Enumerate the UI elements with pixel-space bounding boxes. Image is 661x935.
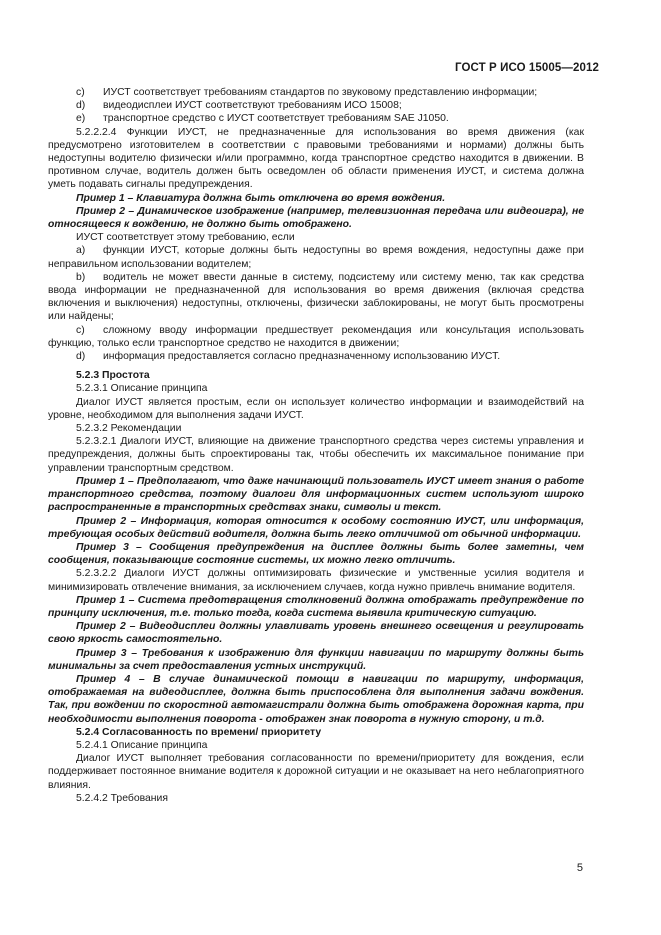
example: Пример 1 – Предполагают, что даже начинающий пользователь ИУСТ имеет знания о работе транспортного средства, поэтому диалоги для информационных систем используют широко распространенные в транспортных средствах знаки, символы и текст.	[48, 475, 584, 514]
example: Пример 3 – Сообщения предупреждения на дисплее должны быть более заметны, чем сообщения, показывающие состояние системы, их можно легко отличить.	[48, 541, 584, 567]
standard-header: ГОСТ Р ИСО 15005—2012	[454, 62, 599, 74]
list-item	[48, 244, 584, 270]
list-label: e)	[76, 113, 86, 125]
list-text: функции ИУСТ, которые должны быть недоступны во время вождения, недоступны даже при неправильном использовании водителем;	[48, 245, 584, 270]
list-text: ИУСТ соответствует требованиям стандартов по звуковому представлению информации;	[103, 87, 538, 98]
list-text: водитель не может ввести данные в систему, подсистему или систему меню, так как средства ввода информации не предназначенной для использования во время движения (включая средства включения и выключения) недоступны, отключены, физически заблокированы, не могут быть просмотрены или найдены;	[48, 271, 584, 323]
list-text: транспортное средство с ИУСТ соответствует требованиям SAE J1050.	[103, 113, 449, 125]
list-item	[48, 271, 584, 324]
page-number: 5	[576, 862, 583, 874]
subsection-heading: 5.2.4.1 Описание принципа	[76, 739, 208, 751]
example: Пример 1 – Клавиатура должна быть отключена во время вождения.	[76, 192, 446, 204]
list-label: d)	[76, 351, 86, 363]
paragraph: ИУСТ соответствует этому требованию, если	[76, 232, 295, 244]
example: Пример 2 – Динамическое изображение (например, телевизионная передача или видеоигра), не относящееся к вождению, не должно быть отображено.	[48, 205, 584, 231]
list-label: d)	[76, 100, 86, 112]
paragraph: 5.2.3.2.1 Диалоги ИУСТ, влияющие на движение транспортного средства через системы управления и предупреждения, должны быть спроектированы так, чтобы обеспечить их максимальное понимание при управлении транспортным средством.	[48, 436, 584, 474]
list-label: a)	[76, 245, 86, 257]
subsection-heading: 5.2.4.2 Требования	[76, 792, 168, 804]
list-text: информация предоставляется согласно предназначенному использованию ИУСТ.	[103, 351, 501, 363]
example: Пример 3 – Требования к изображению для функции навигации по маршруту должны быть минимальны за счет предоставления устных инструкций.	[48, 647, 584, 672]
paragraph: 5.2.2.2.4 Функции ИУСТ, не предназначенные для использования во время движения (как предусмотрено изготовителем в соответствии с правовыми требованиями и нормами) должны быть недоступны водителю физически и/или программно, когда транспортное средство находится в движении. В противном случае, водитель должен быть осведомлен об области применения ИУСТ, и система должна уметь подавать сигналы предупреждения.	[48, 126, 584, 191]
page-content	[48, 86, 584, 805]
example: Пример 2 – Видеодисплеи должны улавливать уровень внешнего освещения и регулировать свою яркость самостоятельно.	[48, 621, 584, 646]
paragraph: Диалог ИУСТ является простым, если он использует количество информации и взаимодействий на уровне, необходимом для выполнения задачи ИУСТ.	[48, 396, 584, 421]
list-item	[48, 99, 584, 112]
list-item	[48, 350, 584, 363]
list-text: видеодисплеи ИУСТ соответствуют требованиям ИСО 15008;	[103, 100, 402, 112]
example: Пример 4 – В случае динамической помощи в навигации по маршруту, информация, отображаемая на видеодисплее, должна быть приспособлена для выполнения задачи вождения. Так, при вождении по скоростной автомагистрали должна быть отображена дорожная карта, при необходимости выполнения поворота - отображен знак поворота в нужную сторону, и т.д.	[48, 673, 584, 725]
example: Пример 2 – Информация, которая относится к особому состоянию ИУСТ, или информация, требующая особых действий водителя, должна быть легко отличимой от обычной информации.	[48, 515, 584, 540]
list-item	[48, 86, 584, 99]
list-item	[48, 324, 584, 350]
list-item	[48, 112, 584, 125]
list-label: b)	[76, 271, 86, 283]
example: Пример 1 – Система предотвращения столкновений должна отображать предупреждение по принципу исключения, т.е. только тогда, когда система выявила критическую ситуацию.	[48, 594, 584, 619]
list-text: сложному вводу информации предшествует рекомендация или консультация использовать функцию, только если транспортное средство не находится в движении;	[48, 324, 584, 349]
section-heading: 5.2.3 Простота	[76, 370, 150, 382]
paragraph: 5.2.3.2.2 Диалоги ИУСТ должны оптимизировать физические и умственные усилия водителя и минимизировать отвлечение внимания, за исключением случаев, когда нужно привлечь внимание водителя.	[48, 568, 584, 593]
paragraph: Диалог ИУСТ выполняет требования согласованности по времени/приоритету для вождения, если поддерживает постоянное внимание водителя к дорожной ситуации и не оказывает на него неблагоприятного влияния.	[48, 753, 584, 791]
subsection-heading: 5.2.3.1 Описание принципа	[76, 383, 208, 395]
section-heading: 5.2.4 Согласованность по времени/ приоритету	[76, 726, 322, 738]
list-label: c)	[76, 324, 85, 336]
list-label: c)	[76, 87, 85, 98]
subsection-heading: 5.2.3.2 Рекомендации	[76, 423, 182, 435]
